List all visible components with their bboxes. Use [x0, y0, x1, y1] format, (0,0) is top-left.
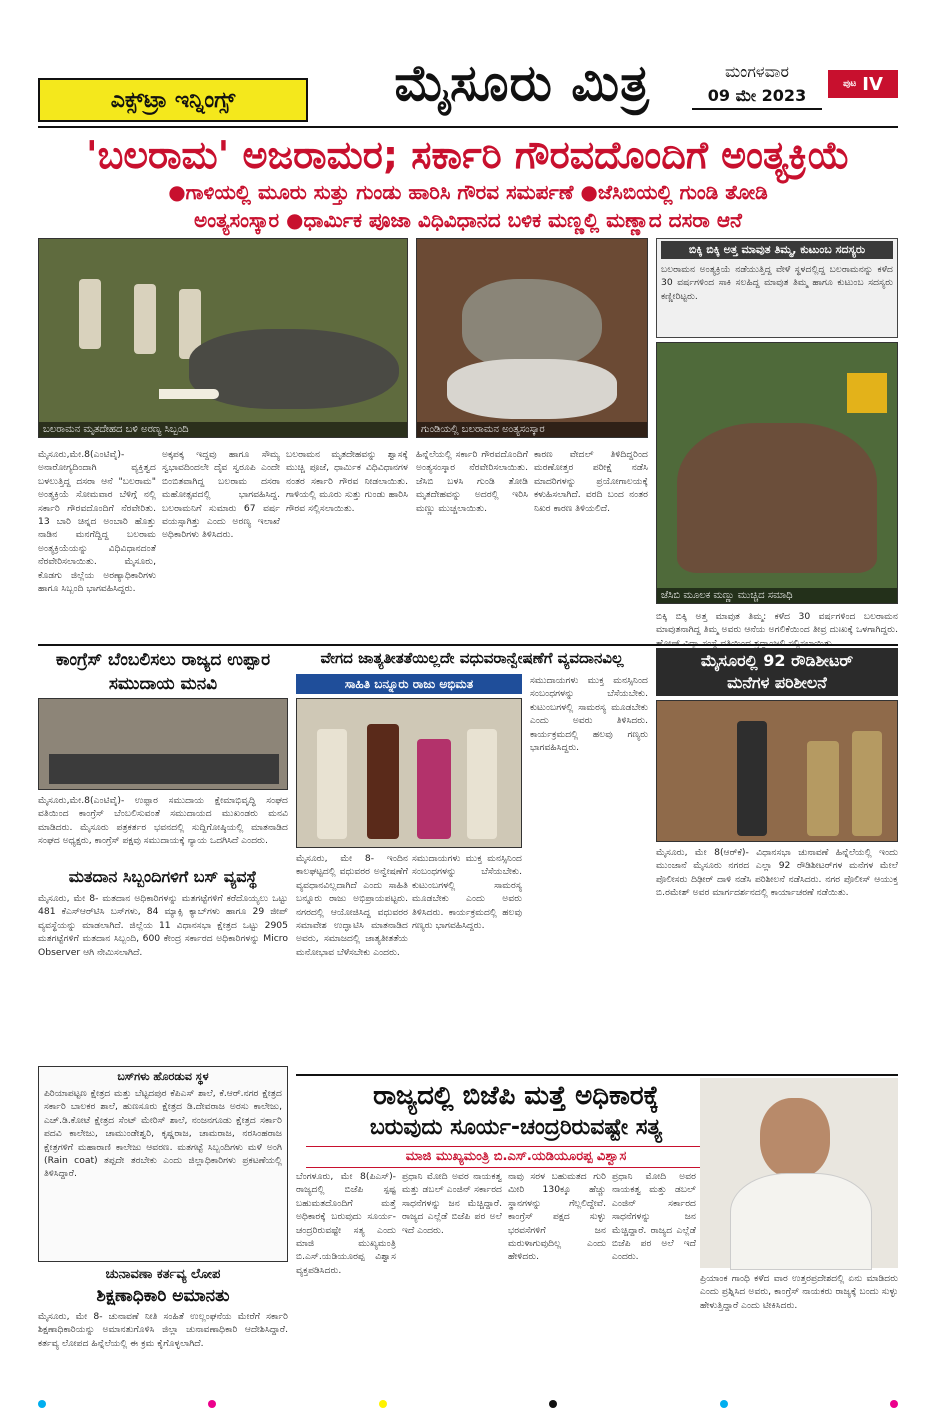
table-figure	[49, 754, 279, 784]
polling-body: ಮೈಸೂರು, ಮೇ 8- ಮತದಾನ ಅಧಿಕಾರಿಗಳನ್ನು ಮತಗಟ್ಟೆಗಳಿಗೆ ಕರೆದೊಯ್ಯಲು ಒಟ್ಟು 481 ಕೆಎಸ್‌ಆರ್‌ಟಿಸಿ ಬಸ್‌ಗಳು, 84 ಮ್ಯಾಕ್ಸಿ ಕ್ಯಾಬ್‌ಗಳು ಹಾಗೂ 29 ಜೀಪ್ ವ್ಯವಸ್ಥೆಯನ್ನು ಮಾಡಲಾಗಿದೆ. ಜಿಲ್ಲೆಯ 11 ವಿಧಾನಸಭಾ ಕ್ಷೇತ್ರದ ಒಟ್ಟು 2905 ಮತಗಟ್ಟೆಗಳಿಗೆ ಮತದಾನ ಸಿಬ್ಬಂದಿ, 600 ಕೇಂದ್ರ ಸರ್ಕಾರದ ಅಧಿಕಾರಿಗಳನ್ನು Micro Observer ಆಗಿ ನೇಮಿಸಲಾಗಿದೆ.	[38, 893, 288, 958]
lead-col-1: ಮೈಸೂರು,ಮೇ.8(ಎಂಟಿವೈ)- ಅನಾರೋಗ್ಯದಿಂದಾಗಿ ವ್ಯಕ್ತಿತ್ವದ ಬಳಲುತ್ತಿದ್ದ ದಸರಾ ಆನೆ "ಬಲರಾಮ" ಅಂತ್ಯಕ್ರಿಯೆ ಸೋಮವಾರ ಬೆಳಿಗ್ಗೆ ನಲ್ಲಿ ಸರ್ಕಾರಿ ಗೌರವದೊಂದಿಗೆ ನೆರವೇರಿತು. 13 ಬಾರಿ ಚಿನ್ನದ ಅಂಬಾರಿ ಹೊತ್ತು ನಾಡಿನ ಮನಗೆದ್ದಿದ್ದ ಬಲರಾಮ ಅಂತ್ಯಕ್ರಿಯೆಯನ್ನು ವಿಧಿವಿಧಾನದಂತೆ ನೆರವೇರಿಸಲಾಯಿತು. ಮೈಸೂರು, ಕೊಡಗು ಜಿಲ್ಲೆಯ ಅರಣ್ಯಾಧಿಕಾರಿಗಳು ಹಾಗೂ ಸಿಬ್ಬಂದಿ ಭಾಗವಹಿಸಿದ್ದರು.	[38, 449, 156, 595]
lead-subhead	[38, 178, 898, 234]
matrimony-body-2: ಸಮುದಾಯಗಳು ಮುಕ್ತ ಮನಸ್ಸಿನಿಂದ ಸಂಬಂಧಗಳನ್ನು ಬೆಸೆಯಬೇಕು. ಕುಟುಂಬಗಳಲ್ಲಿ ಸಾಮರಸ್ಯ ಮೂಡಬೇಕು ಎಂದು ಅವರು ತಿಳಿಸಿದರು. ಕಾರ್ಯಕ್ರಮದಲ್ಲಿ ಹಲವು ಗಣ್ಯರು ಭಾಗವಹಿಸಿದ್ದರು.	[412, 853, 522, 932]
photo-police-raid	[656, 700, 898, 842]
bjp-headline-2: ಬರುವುದು ಸೂರ್ಯ-ಚಂದ್ರರಿರುವಷ್ಟೇ ಸತ್ಯ	[369, 1115, 663, 1140]
grave-mound	[677, 423, 877, 573]
ash-patch	[447, 359, 617, 419]
photo-burial-pit	[416, 238, 648, 438]
person-figure	[737, 721, 767, 836]
bus-notice-title: ಬಸ್‌ಗಳು ಹೊರಡುವ ಸ್ಥಳ	[117, 1070, 209, 1083]
bus-notice-box	[38, 1066, 288, 1262]
photo-caption: ಗುಂಡಿಯಲ್ಲಿ ಬಲರಾಮನ ಅಂತ್ಯಸಂಸ್ಕಾರ	[417, 422, 647, 437]
masthead-rule	[38, 126, 898, 128]
elephant-figure	[189, 329, 399, 409]
duty-body: ಮೈಸೂರು, ಮೇ 8- ಚುನಾವಣೆ ನೀತಿ ಸಂಹಿತೆ ಉಲ್ಲಂಘನೆಯ ಮೇರೆಗೆ ಸರ್ಕಾರಿ ಶಿಕ್ಷಣಾಧಿಕಾರಿಯನ್ನು ಅಮಾನತುಗೊಳಿಸಿ ಜಿಲ್ಲಾ ಚುನಾವಣಾಧಿಕಾರಿ ಆದೇಶಿಸಿದ್ದಾರೆ. ಕರ್ತವ್ಯ ಲೋಪದ ಹಿನ್ನೆಲೆಯಲ್ಲಿ ಈ ಕ್ರಮ ಕೈಗೊಳ್ಳಲಾಗಿದೆ.	[38, 1311, 288, 1349]
lead-headline: 'ಬಲರಾಮ' ಅಜರಾಮರ; ಸರ್ಕಾರಿ ಗೌರವದೊಂದಿಗೆ ಅಂತ್ಯಕ್ರಿಯೆ	[86, 133, 850, 177]
photo-grave-site	[656, 342, 898, 604]
section-label-text: ಎಕ್ಸ್‌ಟ್ರಾ ಇನ್ನಿಂಗ್ಸ್	[110, 87, 236, 113]
rowdy-body: ಮೈಸೂರು, ಮೇ 8(ಆರ್‌ಕೆ)- ವಿಧಾನಸಭಾ ಚುನಾವಣೆ ಹಿನ್ನೆಲೆಯಲ್ಲಿ ಇಂದು ಮುಂಜಾನೆ ಮೈಸೂರು ನಗರದ ಎಲ್ಲಾ 92 ರೌಡಿಶೀಟರ್‌ಗಳ ಮನೆಗಳ ಮೇಲೆ ಪೊಲೀಸರು ದಿಢೀರ್ ದಾಳಿ ನಡೆಸಿ ಪರಿಶೀಲನೆ ನಡೆಸಿದರು. ನಗರ ಪೊಲೀಸ್ ಆಯುಕ್ತ ಬಿ.ರಮೇಶ್ ಅವರ ಮಾರ್ಗದರ್ಶನದಲ್ಲಿ ಕಾರ್ಯಾಚರಣೆ ನಡೆಯಿತು.	[656, 847, 898, 899]
mahout-box-body: ಬಲರಾಮನ ಅಂತ್ಯಕ್ರಿಯೆ ನಡೆಯುತ್ತಿದ್ದ ವೇಳೆ ಸ್ಥಳದಲ್ಲಿದ್ದ ಬಲರಾಮನನ್ನು ಕಳೆದ 30 ವರ್ಷಗಳಿಂದ ಸಾಕಿ ಸಲಹಿದ್ದ ಮಾವುತ ತಿಮ್ಮ ಹಾಗೂ ಕುಟುಂಬ ಸದಸ್ಯರು ಕಣ್ಣೀರಿಟ್ಟರು.	[661, 264, 893, 302]
matrimony-body-3: ಸಮುದಾಯಗಳು ಮುಕ್ತ ಮನಸ್ಸಿನಿಂದ ಸಂಬಂಧಗಳನ್ನು ಬೆಸೆಯಬೇಕು. ಕುಟುಂಬಗಳಲ್ಲಿ ಸಾಮರಸ್ಯ ಮೂಡಬೇಕು ಎಂದು ಅವರು ತಿಳಿಸಿದರು. ಕಾರ್ಯಕ್ರಮದಲ್ಲಿ ಹಲವು ಗಣ್ಯರು ಭಾಗವಹಿಸಿದ್ದರು.	[530, 675, 648, 754]
bus-notice-body: ಪಿರಿಯಾಪಟ್ಟಣ ಕ್ಷೇತ್ರದ ಮತ್ತು ಬೆಟ್ಟದಪುರ ಕೆಪಿಎಸ್ ಶಾಲೆ, ಕೆ.ಆರ್.ನಗರ ಕ್ಷೇತ್ರದ ಸರ್ಕಾರಿ ಬಾಲಕರ ಶಾಲೆ, ಹುಣಸೂರು ಕ್ಷೇತ್ರದ ಡಿ.ದೇವರಾಜ ಅರಸು ಕಾಲೇಜು, ಎಚ್.ಡಿ.ಕೋಟೆ ಕ್ಷೇತ್ರದ ಸೆಂಟ್ ಮೇರಿಸ್ ಶಾಲೆ, ನಂಜನಗೂಡು ಕ್ಷೇತ್ರದ ಸರ್ಕಾರಿ ಪದವಿ ಕಾಲೇಜು, ಚಾಮುಂಡೇಶ್ವರಿ, ಕೃಷ್ಣರಾಜ, ಚಾಮರಾಜ, ನರಸಿಂಹರಾಜ ಕ್ಷೇತ್ರಗಳಿಗೆ ಮಹಾರಾಣಿ ಕಾಲೇಜು ಆವರಣ. ಮತಗಟ್ಟೆ ಸಿಬ್ಬಂದಿಗಳು ಮಳೆ ಅಂಗಿ (Rain coat) ತಪ್ಪದೇ ತರಬೇಕು ಎಂದು ಜಿಲ್ಲಾಧಿಕಾರಿಗಳು ಪ್ರಕಟಣೆಯಲ್ಲಿ ತಿಳಿಸಿದ್ದಾರೆ.	[44, 1088, 282, 1180]
elephant-figure	[462, 279, 602, 369]
mahout-box	[656, 238, 898, 338]
bjp-col-3: ನಾವು ಸರಳ ಬಹುಮತದ ಗುರಿ ಮೀರಿ 130ಕ್ಕೂ ಹೆಚ್ಚು ಸ್ಥಾನಗಳನ್ನು ಗೆಲ್ಲಲಿದ್ದೇವೆ. ಕಾಂಗ್ರೆಸ್ ಪಕ್ಷದ ಸುಳ್ಳು ಭರವಸೆಗಳಿಗೆ ಜನ ಮರುಳಾಗುವುದಿಲ್ಲ ಎಂದು ಹೇಳಿದರು.	[508, 1171, 606, 1263]
weekday: ಮಂಗಳವಾರ	[724, 62, 790, 81]
paper-title: ಮೈಸೂರು ಮಿತ್ರ	[394, 53, 650, 112]
bjp-banner: ಮಾಜಿ ಮುಖ್ಯಮಂತ್ರಿ ಬಿ.ಎಸ್.ಯಡಿಯೂರಪ್ಪ ವಿಶ್ವಾಸ	[306, 1146, 726, 1168]
dot-magenta	[208, 1400, 216, 1408]
person-figure	[852, 731, 882, 836]
person-figure	[467, 729, 497, 839]
tusk-figure	[159, 389, 219, 399]
dot-cyan	[38, 1400, 46, 1408]
lead-col-5: ಕಾರಣ ವೇದಲ್ ತಿಳಿದಿದ್ದರಿಂದ ಮರಣೋತ್ತರ ಪರೀಕ್ಷೆ ನಡೆಸಿ ಮಾದರಿಗಳನ್ನು ಪ್ರಯೋಗಾಲಯಕ್ಕೆ ಕಳುಹಿಸಲಾಗಿದೆ. ವರದಿ ಬಂದ ನಂತರ ನಿಖರ ಕಾರಣ ತಿಳಿಯಲಿದೆ.	[534, 449, 648, 514]
person-figure	[317, 729, 347, 839]
lead-col-4: ಹಿನ್ನೆಲೆಯಲ್ಲಿ ಸರ್ಕಾರಿ ಗೌರವದೊಂದಿಗೆ ಅಂತ್ಯಸಂಸ್ಕಾರ ನೆರವೇರಿಸಲಾಯಿತು. ಜೆಸಿಬಿ ಬಳಸಿ ಗುಂಡಿ ತೋಡಿ ಮೃತದೇಹವನ್ನು ಅದರಲ್ಲಿ ಇರಿಸಿ ಮಣ್ಣು ಮುಚ್ಚಲಾಯಿತು.	[416, 449, 528, 514]
lead-col-2: ಅಕ್ಕಪಕ್ಕ ಇದ್ದವು ಹಾಗೂ ಸೌಮ್ಯ ಸ್ವಭಾವದಿಂದಲೇ ದೈವ ಸ್ವರೂಪಿ ಎಂದೇ ಬಿಂಬಿತವಾಗಿದ್ದ ಬಲರಾಮ ದಸರಾ ಮಹೋತ್ಸವದಲ್ಲಿ ಭಾಗವಹಿಸಿದ್ದ. ಬಲರಾಮನಿಗೆ ಸುಮಾರು 67 ವರ್ಷ ವಯಸ್ಸಾಗಿತ್ತು ಎಂದು ಅರಣ್ಯ ಇಲಾಖೆ ಅಧಿಕಾರಿಗಳು ತಿಳಿಸಿದರು.	[162, 449, 280, 541]
dot-black	[549, 1400, 557, 1408]
section-label	[38, 78, 308, 122]
matrimony-banner: ಸಾಹಿತಿ ಬನ್ನೂರು ರಾಜು ಅಭಿಮತ	[296, 674, 522, 694]
jcb-figure	[847, 373, 887, 413]
photo-caption: ಜೆಸಿಬಿ ಮೂಲಕ ಮಣ್ಣು ಮುಚ್ಚಿದ ಸಮಾಧಿ	[657, 588, 897, 603]
dot-magenta	[890, 1400, 898, 1408]
bjp-headline-1: ರಾಜ್ಯದಲ್ಲಿ ಬಿಜೆಪಿ ಮತ್ತೆ ಅಧಿಕಾರಕ್ಕೆ	[373, 1081, 659, 1111]
rowdy-headline-1: ಮೈಸೂರಲ್ಲಿ 92 ರೌಡಿಶೀಟರ್	[700, 651, 854, 670]
rowdy-headline-2: ಮನೆಗಳ ಪರಿಶೀಲನೆ	[727, 673, 827, 692]
section-rule	[296, 1074, 898, 1076]
issue-date: 09 ಮೇ 2023	[707, 86, 807, 105]
matrimony-headline: ವೇಗದ ಜಾತ್ಯತೀತತೆಯಿಲ್ಲದೇ ವಧುವರಾನ್ವೇಷಣೆಗೆ ವ್ಯವದಾನವಿಲ್ಲ	[320, 649, 624, 667]
mahout-box-title: ಬಿಕ್ಕಿ ಬಿಕ್ಕಿ ಅತ್ತ ಮಾವುತ ತಿಮ್ಮ, ಕುಟುಂಬ ಸದಸ್ಯರು	[661, 241, 893, 259]
photo-caption: ಬಲರಾಮನ ಮೃತದೇಹದ ಬಳಿ ಅರಣ್ಯ ಸಿಬ್ಬಂದಿ	[39, 422, 407, 437]
photo-lamp-lighting	[296, 698, 522, 848]
polling-headline: ಮತದಾನ ಸಿಬ್ಬಂದಿಗಳಿಗೆ ಬಸ್ ವ್ಯವಸ್ಥೆ	[68, 867, 258, 886]
bjp-col-1: ಬೆಂಗಳೂರು, ಮೇ 8(ಪಿಎಸ್)- ರಾಜ್ಯದಲ್ಲಿ ಬಿಜೆಪಿ ಸ್ಪಷ್ಟ ಬಹುಮತದೊಂದಿಗೆ ಮತ್ತೆ ಅಧಿಕಾರಕ್ಕೆ ಬರುವುದು ಸೂರ್ಯ-ಚಂದ್ರರಿರುವಷ್ಟೇ ಸತ್ಯ ಎಂದು ಮಾಜಿ ಮುಖ್ಯಮಂತ್ರಿ ಬಿ.ಎಸ್.ಯಡಿಯೂರಪ್ಪ ವಿಶ್ವಾಸ ವ್ಯಕ್ತಪಡಿಸಿದರು.	[296, 1171, 396, 1276]
bjp-col-4: ಪ್ರಿಯಾಂಕ ಗಾಂಧಿ ಕಳೆದ ವಾರ ಉತ್ತರಪ್ರದೇಶದಲ್ಲಿ ಏನು ಮಾಡಿದರು ಎಂದು ಪ್ರಶ್ನಿಸಿದ ಅವರು, ಕಾಂಗ್ರೆಸ್ ನಾಯಕರು ರಾಜ್ಯಕ್ಕೆ ಬಂದು ಸುಳ್ಳು ಹೇಳುತ್ತಿದ್ದಾರೆ ಎಂದು ಟೀಕಿಸಿದರು.	[700, 1273, 898, 1311]
bjp-col-3b: ಪ್ರಧಾನಿ ಮೋದಿ ಅವರ ನಾಯಕತ್ವ ಮತ್ತು ಡಬಲ್ ಎಂಜಿನ್ ಸರ್ಕಾರದ ಸಾಧನೆಗಳನ್ನು ಜನ ಮೆಚ್ಚಿದ್ದಾರೆ. ರಾಜ್ಯದ ಎಲ್ಲೆಡೆ ಬಿಜೆಪಿ ಪರ ಅಲೆ ಇದೆ ಎಂದರು.	[612, 1171, 696, 1263]
lead-col-3: ಬಲರಾಮನ ಮೃತದೇಹವನ್ನು ಶ್ವಾಸಕ್ಕೆ ಮುಚ್ಚಿ ಪೂಜೆ, ಧಾರ್ಮಿಕ ವಿಧಿವಿಧಾನಗಳ ನಂತರ ಸರ್ಕಾರಿ ಗೌರವ ನೀಡಲಾಯಿತು. ಗಾಳಿಯಲ್ಲಿ ಮೂರು ಸುತ್ತು ಗುಂಡು ಹಾರಿಸಿ ಗೌರವ ಸಲ್ಲಿಸಲಾಯಿತು.	[286, 449, 408, 514]
page-number: IV	[862, 73, 883, 95]
lead-subhead-line1: ●ಗಾಳಿಯಲ್ಲಿ ಮೂರು ಸುತ್ತು ಗುಂಡು ಹಾರಿಸಿ ಗೌರವ ಸಮರ್ಪಣೆ ●ಜೆಸಿಬಿಯಲ್ಲಿ ಗುಂಡಿ ತೋಡಿ	[168, 180, 768, 204]
lead-subhead-line2: ಅಂತ್ಯಸಂಸ್ಕಾರ ●ಧಾರ್ಮಿಕ ಪೂಜಾ ವಿಧಿವಿಧಾನದ ಬಳಿಕ ಮಣ್ಣಲ್ಲಿ ಮಣ್ಣಾದ ದಸರಾ ಆನೆ	[194, 208, 742, 232]
bjp-col-2: ಪ್ರಧಾನಿ ಮೋದಿ ಅವರ ನಾಯಕತ್ವ ಮತ್ತು ಡಬಲ್ ಎಂಜಿನ್ ಸರ್ಕಾರದ ಸಾಧನೆಗಳನ್ನು ಜನ ಮೆಚ್ಚಿದ್ದಾರೆ. ರಾಜ್ಯದ ಎಲ್ಲೆಡೆ ಬಿಜೆಪಿ ಪರ ಅಲೆ ಇದೆ ಎಂದರು.	[402, 1171, 502, 1236]
page-badge	[828, 70, 898, 98]
dot-yellow	[379, 1400, 387, 1408]
photo-press-meet	[38, 698, 288, 790]
portrait-body	[730, 1173, 872, 1270]
lead-col-6: ಬಿಕ್ಕಿ ಬಿಕ್ಕಿ ಅತ್ತ ಮಾವುತ ತಿಮ್ಮ: ಕಳೆದ 30 ವರ್ಷಗಳಿಂದ ಬಲರಾಮನ ಮಾವುತನಾಗಿದ್ದ ತಿಮ್ಮ ಅವರು ಆನೆಯ ಅಗಲಿಕೆಯಿಂದ ತೀವ್ರ ದುಃಖಕ್ಕೆ ಒಳಗಾಗಿದ್ದರು.	[656, 611, 898, 636]
person-figure	[367, 724, 399, 839]
matrimony-body-1: ಮೈಸೂರು, ಮೇ 8- ಇಂದಿನ ಕಾಲಘಟ್ಟದಲ್ಲಿ ವಧುವರರ ಅನ್ವೇಷಣೆಗೆ ವ್ಯವಧಾನವಿಲ್ಲದಾಗಿದೆ ಎಂದು ಸಾಹಿತಿ ಬನ್ನೂರು ರಾಜು ಅಭಿಪ್ರಾಯಪಟ್ಟರು. ನಗರದಲ್ಲಿ ಆಯೋಜಿಸಿದ್ದ ವಧುವರರ ಸಮಾವೇಶ ಉದ್ಘಾಟಿಸಿ ಮಾತನಾಡಿದ ಅವರು, ಸಮಾಜದಲ್ಲಿ ಜಾತ್ಯತೀತತೆಯ ಮನೋಭಾವ ಬೆಳೆಸಬೇಕು ಎಂದರು.	[296, 853, 408, 958]
person-figure	[417, 739, 451, 839]
section-rule	[38, 644, 898, 646]
photo-elephant-lying	[38, 238, 408, 438]
page-label: ಪುಟ	[843, 79, 857, 89]
print-dots	[38, 1400, 898, 1410]
congress-headline: ಕಾಂಗ್ರೆಸ್ ಬೆಂಬಲಿಸಲು ರಾಜ್ಯದ ಉಪ್ಪಾರ ಸಮುದಾಯ ಮನವಿ	[55, 650, 271, 694]
person-figure	[79, 279, 101, 349]
duty-headline-1: ಚುನಾವಣಾ ಕರ್ತವ್ಯ ಲೋಪ	[105, 1267, 221, 1282]
portrait-head	[760, 1098, 830, 1178]
person-figure	[134, 284, 156, 354]
photo-yediyurappa	[700, 1078, 898, 1268]
person-figure	[807, 741, 839, 836]
rowdy-headline	[656, 648, 898, 696]
dot-cyan	[720, 1400, 728, 1408]
date-box	[692, 60, 822, 110]
congress-body: ಮೈಸೂರು,ಮೇ.8(ಎಂಟಿವೈ)- ಉಪ್ಪಾರ ಸಮುದಾಯ ಕ್ಷೇಮಾಭಿವೃದ್ಧಿ ಸಂಘದ ವತಿಯಿಂದ ಕಾಂಗ್ರೆಸ್ ಬೆಂಬಲಿಸುವಂತೆ ಸಮುದಾಯದ ಮುಖಂಡರು ಮನವಿ ಮಾಡಿದರು. ಮೈಸೂರು ಪತ್ರಕರ್ತರ ಭವನದಲ್ಲಿ ಸುದ್ದಿಗೋಷ್ಠಿಯಲ್ಲಿ ಮಾತನಾಡಿದ ಸಂಘದ ಅಧ್ಯಕ್ಷರು, ಕಾಂಗ್ರೆಸ್ ಪಕ್ಷವು ಸಮುದಾಯಕ್ಕೆ ನ್ಯಾಯ ಒದಗಿಸಿದೆ ಎಂದರು.	[38, 795, 288, 847]
duty-headline-2: ಶಿಕ್ಷಣಾಧಿಕಾರಿ ಅಮಾನತು	[96, 1286, 230, 1306]
